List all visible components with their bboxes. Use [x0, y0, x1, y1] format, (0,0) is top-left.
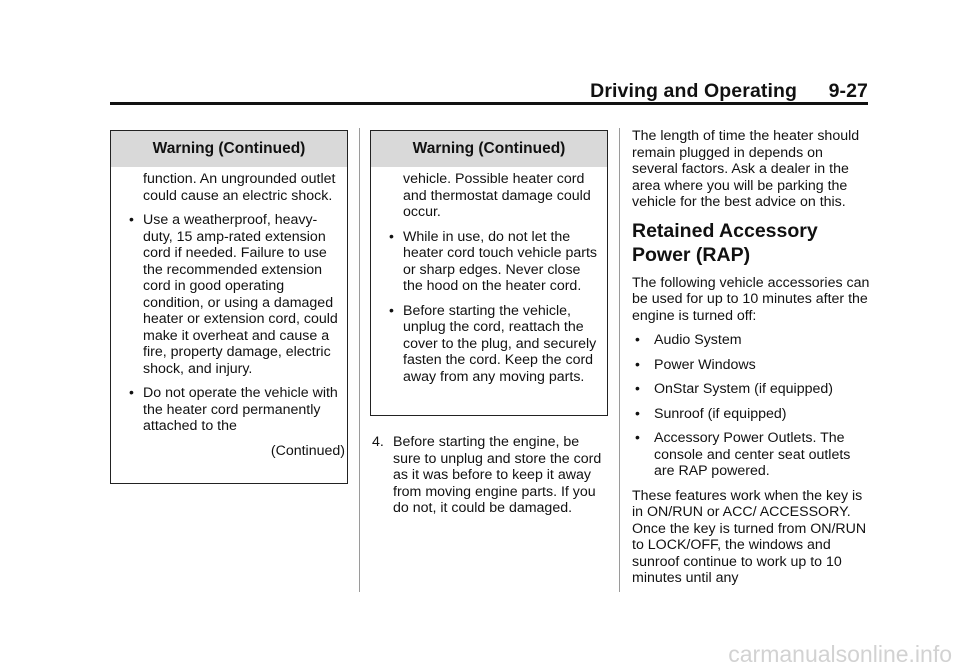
warning-body — [371, 167, 607, 399]
list-item — [632, 332, 872, 349]
bullet-icon: • — [389, 301, 394, 318]
page-number: 9-27 — [828, 80, 868, 102]
bullet-icon: • — [635, 404, 640, 421]
numbered-step — [372, 434, 608, 517]
bullet-icon: • — [635, 380, 640, 396]
right-column — [632, 128, 872, 595]
column-divider-2 — [619, 128, 620, 592]
bullet-icon: • — [129, 384, 134, 400]
list-item-text: OnStar System (if equipped) — [654, 381, 833, 397]
bullet-text: Before starting the vehicle, unplug the cord, reattach the cover to the plug, and securely fasten the cord. Keep the cord away from any moving parts. — [403, 302, 597, 385]
warning-bullet — [129, 384, 339, 435]
bullet-text: While in use, do not let the heater cord touch vehicle parts or sharp edges. Never close the hood on the heater cord. — [403, 228, 598, 294]
list-item-text: Accessory Power Outlets. The console and center seat outlets are RAP powered. — [654, 430, 851, 479]
bullet-text: Use a weatherproof, heavy-duty, 15 amp-rated extension cord if needed. Failure to use the recommended extension cord in good operating condition, or using a damaged heater or extension cord, could make it overheat and cause a fire, property damage, electric shock, and injury. — [143, 212, 338, 377]
watermark: carmanualsonline.info — [728, 641, 952, 667]
list-item-text: Sunroof (if equipped) — [654, 405, 787, 422]
bullet-icon: • — [389, 227, 394, 244]
column-divider-1 — [359, 128, 360, 592]
rap-closing-paragraph: These features work when the key is in ON/RUN or ACC/ ACCESSORY. Once the key is turned from ON/RUN to LOCK/OFF, the windows and sunroof continue to work up to 10 minutes until any — [632, 487, 867, 586]
warning-bullet — [389, 227, 599, 295]
warning-lead: vehicle. Possible heater cord and thermostat damage could occur. — [403, 171, 591, 220]
bullet-text: Do not operate the vehicle with the heater cord permanently attached to the — [143, 385, 338, 434]
bullet-icon: • — [635, 355, 640, 372]
list-item — [632, 406, 872, 423]
list-item-text: Audio System — [654, 332, 742, 348]
warning-body — [111, 167, 347, 473]
list-item — [632, 430, 872, 480]
warning-title: Warning (Continued) — [371, 131, 607, 167]
header-rule — [110, 102, 868, 105]
step-text: Before starting the engine, be sure to unplug and store the cord as it was before to keep it away from moving engine parts. If you do not, it could be damaged. — [393, 434, 602, 516]
step-4 — [372, 434, 608, 517]
rap-heading: Retained Accessory Power (RAP) — [632, 219, 818, 266]
running-header — [590, 80, 868, 103]
continued-label: (Continued) — [270, 442, 345, 459]
list-item — [632, 357, 872, 374]
warning-bullet — [129, 211, 339, 377]
warning-lead: function. An ungrounded outlet could cause an electric shock. — [143, 171, 336, 204]
warning-box-left — [110, 130, 348, 484]
bullet-icon: • — [635, 429, 640, 445]
bullet-icon: • — [635, 331, 640, 347]
list-item-text: Power Windows — [654, 356, 756, 373]
list-item — [632, 381, 872, 398]
warning-title: Warning (Continued) — [111, 131, 347, 167]
warning-bullet — [389, 301, 599, 386]
heater-time-paragraph: The length of time the heater should remain plugged in depends on several factors. Ask a dealer in the area where you will be parking the vehicle for the best advice on this. — [632, 128, 860, 210]
rap-intro: The following vehicle accessories can be used for up to 10 minutes after the engine is turned off: — [632, 274, 870, 324]
section-title: Driving and Operating — [590, 80, 798, 102]
bullet-icon: • — [129, 211, 134, 227]
warning-box-middle — [370, 130, 608, 416]
step-number: 4. — [372, 434, 384, 450]
